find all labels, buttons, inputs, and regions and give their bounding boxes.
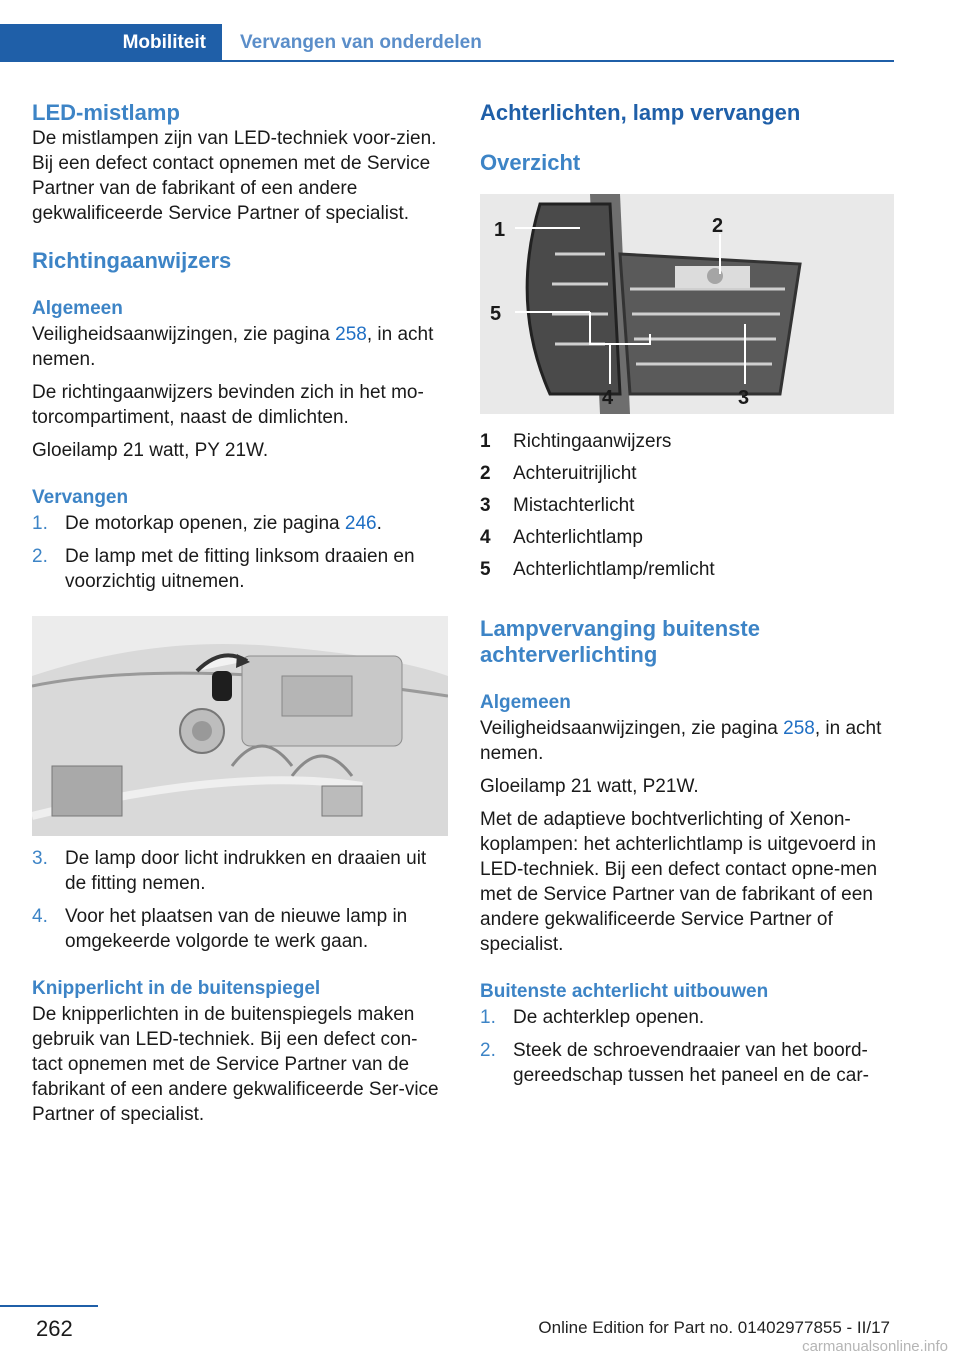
callout-1: 1 (494, 219, 506, 241)
algemeen-heading: Algemeen (32, 298, 123, 319)
legend-item (480, 490, 896, 522)
step-text: De achterklep openen. (513, 1007, 705, 1028)
step-text: De lamp met de fitting linksom draaien en voorzichtig uitnemen. (65, 546, 415, 592)
legend-item (480, 458, 896, 490)
tab-vervangen-van-onderdelen[interactable]: Vervangen van onderdelen (240, 32, 482, 53)
page-number: 262 (36, 1316, 73, 1341)
legend-label: Achterlichtlamp (513, 527, 643, 548)
step-3 (32, 846, 448, 896)
tab-mobiliteit[interactable]: Mobiliteit (0, 24, 222, 62)
edition-text: Online Edition for Part no. 01402977855 - II/17 (538, 1318, 890, 1337)
vervangen-heading: Vervangen (32, 487, 129, 508)
legend-label: Richtingaanwijzers (513, 431, 672, 452)
uitbouwen-heading: Buitenste achterlicht uitbouwen (480, 981, 769, 1002)
legend-label: Achterlichtlamp/remlicht (513, 559, 715, 580)
overview-legend (480, 426, 896, 586)
step-number: 2. (480, 1040, 496, 1061)
right-column (480, 100, 896, 1088)
step-text: Voor het plaatsen van de nieuwe lamp in omgekeerde volgorde te werk gaan. (65, 906, 408, 952)
legend-label: Achteruitrijlicht (513, 463, 637, 484)
algemeen-heading-right: Algemeen (480, 692, 571, 713)
led-mistlamp-heading: LED-mistlamp (32, 100, 180, 125)
left-column (32, 100, 448, 1127)
legend-label: Mistachterlicht (513, 495, 635, 516)
remove-steps (480, 1005, 896, 1088)
legend-number: 5 (480, 559, 491, 580)
step-text: Steek de schroevendraaier van het boord-gereedschap tussen het paneel en de car- (513, 1040, 869, 1086)
callout-5: 5 (490, 303, 502, 325)
lampvervanging-heading: Lampvervanging buitenste achterverlichting (480, 616, 760, 667)
step-text: De motorkap openen, zie pagina (65, 513, 345, 534)
step-4 (32, 904, 448, 954)
safety-reference (32, 322, 448, 372)
step-1 (32, 511, 448, 536)
page-link-246[interactable]: 246 (344, 513, 377, 534)
safety-text-pre: Veiligheidsaanwijzingen, zie pagina (32, 324, 336, 345)
legend-item (480, 522, 896, 554)
page-link-258[interactable]: 258 (335, 324, 367, 345)
legend-item (480, 554, 896, 586)
legend-number: 4 (480, 527, 491, 548)
step-number: 4. (32, 906, 48, 927)
callout-3: 3 (738, 387, 750, 409)
richtingaanwijzers-heading: Richtingaanwijzers (32, 248, 232, 273)
step-1-right (480, 1005, 896, 1030)
watermark: carmanualsonline.info (802, 1338, 948, 1355)
step-2 (32, 544, 448, 594)
step-text: De lamp door licht indrukken en draaien uit de fitting nemen. (65, 848, 427, 894)
replace-steps-b (32, 846, 448, 954)
bulb-text: Gloeilamp 21 watt, PY 21W. (32, 440, 269, 461)
step-number: 1. (480, 1007, 496, 1028)
callout-2: 2 (712, 215, 724, 237)
legend-number: 2 (480, 463, 491, 484)
engine-bay-photo (32, 616, 448, 836)
overzicht-heading: Overzicht (480, 150, 581, 175)
safety-text-post: , in acht nemen. (480, 718, 882, 764)
safety-text-pre: Veiligheidsaanwijzingen, zie pagina (480, 718, 784, 739)
replace-steps-a (32, 511, 448, 594)
knipperlicht-text: De knipperlichten in de buitenspiegels maken gebruik van LED-techniek. Bij een defect con-tact opnemen met de Service Partner van de fabrikant of een andere gekwalificeerde Ser-vice Partner of specialist. (32, 1004, 439, 1125)
header-rule (222, 60, 894, 62)
step-2-right (480, 1038, 896, 1088)
step-number: 1. (32, 513, 48, 534)
header-tabs (0, 24, 894, 62)
callout-4: 4 (602, 387, 614, 409)
step-number: 3. (32, 848, 48, 869)
safety-text-post: , in acht nemen. (32, 324, 434, 370)
legend-number: 1 (480, 431, 491, 452)
knipperlicht-heading: Knipperlicht in de buitenspiegel (32, 978, 321, 999)
step-number: 2. (32, 546, 48, 567)
legend-number: 3 (480, 495, 491, 516)
achterlichten-heading: Achterlichten, lamp vervangen (480, 100, 801, 125)
xenon-text: Met de adaptieve bochtverlichting of Xenon-koplampen: het achterlichtlamp is uitgevoerd in LED-techniek. Bij een defect contact opne-men met de Service Partner van de fabrikant of een andere gekwalificeerde Service Partner of specialist. (480, 809, 878, 955)
page-link-258-right[interactable]: 258 (783, 718, 815, 739)
safety-reference-right (480, 716, 896, 766)
led-mistlamp-text: De mistlampen zijn van LED-techniek voor-zien. Bij een defect contact opnemen met de Service Partner van de fabrikant of een andere gekwalificeerde Service Partner of specialist. (32, 128, 437, 224)
legend-item (480, 426, 896, 458)
location-text: De richtingaanwijzers bevinden zich in het mo-torcompartiment, naast de dimlichten. (32, 382, 424, 428)
bulb-text-right: Gloeilamp 21 watt, P21W. (480, 776, 699, 797)
step-text-post: . (376, 513, 382, 534)
tail-light-photo (480, 194, 894, 414)
footer-rule (0, 1305, 98, 1307)
